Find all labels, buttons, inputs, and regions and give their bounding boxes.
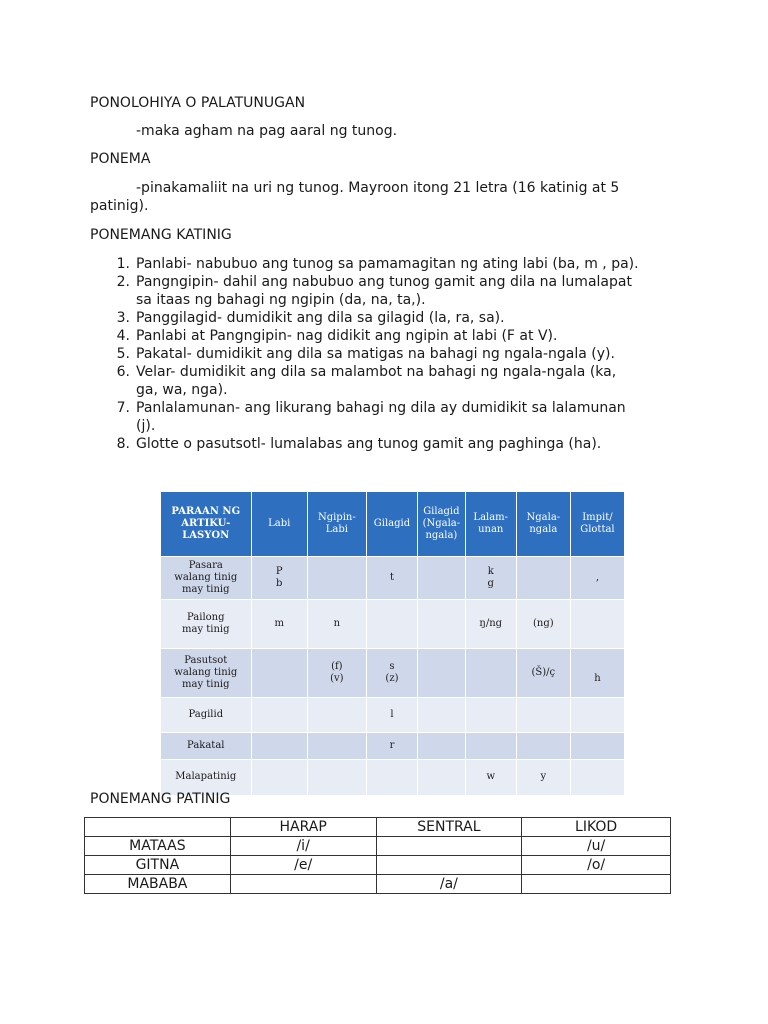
katinig-item-line: Glotte o pasutsotl- lumalabas ang tunog gamit ang paghinga (ha). — [136, 436, 602, 452]
artik-cell — [465, 649, 516, 698]
cell-text-line: k — [487, 566, 494, 577]
katinig-item — [116, 273, 696, 309]
artik-cell — [570, 760, 624, 795]
katinig-item-line: Panlabi- nabubuo ang tunog sa pamamagitan ng ating labi (ba, m , pa). — [136, 256, 639, 272]
cell-text-line: y — [540, 771, 547, 783]
artik-cell — [307, 649, 366, 698]
katinig-item-line: (j). — [136, 418, 156, 434]
patinig-cell: /o/ — [522, 856, 671, 875]
header-text-line: ngala) — [425, 530, 458, 541]
patinig-cell — [230, 875, 376, 894]
header-text-line: Impit/ — [582, 512, 613, 523]
cell-text-line: n — [333, 618, 341, 629]
artik-cell — [418, 557, 466, 600]
cell-text-line: walang tinig — [174, 667, 238, 678]
cell-text-line: (f) — [331, 661, 343, 672]
artik-row-label — [161, 698, 251, 733]
header-text-line: Glottal — [580, 524, 615, 535]
patinig-cell — [522, 875, 671, 894]
artik-row-label — [161, 733, 251, 760]
artik-header-cell — [516, 492, 570, 557]
patinig-cell: /a/ — [376, 875, 522, 894]
artik-header-cell — [307, 492, 366, 557]
artik-cell — [570, 698, 624, 733]
katinig-item-line: Pangngipin- dahil ang nabubuo ang tunog gamit ang dila na lumalapat — [136, 274, 632, 290]
artik-cell — [251, 760, 307, 795]
artik-header-cell — [366, 492, 417, 557]
artik-cell — [366, 557, 417, 600]
patinig-cell: /u/ — [522, 837, 671, 856]
list-number: 6. — [116, 364, 130, 380]
ponema-definition-line2: patinig). — [90, 198, 149, 214]
artikulasyon-header-row — [161, 492, 625, 557]
katinig-item-line: sa itaas ng bahagi ng ngipin (da, na, ta,). — [136, 292, 426, 308]
artik-cell — [418, 600, 466, 649]
artik-row-label — [161, 557, 251, 600]
artik-cell — [307, 698, 366, 733]
katinig-item — [116, 309, 696, 327]
katinig-list — [116, 255, 696, 453]
list-number: 5. — [116, 346, 130, 362]
header-text-line: (Ngala- — [422, 518, 461, 529]
patinig-cell: LIKOD — [522, 818, 671, 837]
cell-text-line: g — [487, 578, 494, 589]
artikulasyon-table — [161, 492, 625, 795]
cell-text-line: r — [389, 740, 395, 751]
artik-cell — [366, 733, 417, 760]
artik-cell — [251, 649, 307, 698]
artik-cell — [366, 698, 417, 733]
katinig-item — [116, 363, 696, 399]
artik-row — [161, 557, 625, 600]
header-text-line: Labi — [325, 524, 348, 535]
cell-text-line: Pailong — [187, 612, 225, 623]
header-text-line: Lalam- — [473, 512, 509, 523]
cell-text-line: Pakatal — [187, 740, 225, 751]
artik-header-cell — [161, 492, 251, 557]
header-text-line: Ngipin- — [317, 512, 356, 523]
header-text-line: Gilagid — [373, 518, 411, 529]
artik-cell — [418, 733, 466, 760]
artik-cell — [465, 557, 516, 600]
cell-text-line: t — [389, 572, 394, 583]
patinig-row — [85, 837, 671, 856]
katinig-item-line: Panggilagid- dumidikit ang dila sa gilagid (la, ra, sa). — [136, 310, 505, 326]
cell-text-line: Pasara — [188, 560, 223, 571]
katinig-item — [116, 255, 696, 273]
patinig-cell: /i/ — [230, 837, 376, 856]
cell-text-line: may tinig — [182, 624, 230, 635]
katinig-item — [116, 399, 696, 435]
cell-text-line: Pasutsot — [184, 655, 228, 666]
list-number: 7. — [116, 400, 130, 416]
artik-header-cell — [465, 492, 516, 557]
katinig-item — [116, 327, 696, 345]
artik-cell — [516, 557, 570, 600]
artik-cell — [516, 733, 570, 760]
patinig-header-row — [85, 818, 671, 837]
cell-text-line: walang tinig — [174, 572, 238, 583]
katinig-item-line: Velar- dumidikit ang dila sa malambot na bahagi ng ngala-ngala (ka, — [136, 364, 617, 380]
header-text-line: Labi — [268, 518, 291, 529]
header-text-line: unan — [478, 524, 504, 535]
patinig-cell: HARAP — [230, 818, 376, 837]
cell-text-line: m — [274, 618, 284, 629]
header-text-line: ngala — [529, 524, 558, 535]
artik-cell — [516, 649, 570, 698]
patinig-cell — [85, 818, 231, 837]
katinig-item — [116, 435, 696, 453]
artik-cell — [418, 760, 466, 795]
artik-cell — [307, 557, 366, 600]
artik-cell — [465, 760, 516, 795]
patinig-cell: SENTRAL — [376, 818, 522, 837]
cell-text-line: (Š)/ç — [531, 667, 556, 678]
list-number: 2. — [116, 274, 130, 290]
artik-cell — [570, 557, 624, 600]
artik-cell — [307, 760, 366, 795]
artik-cell — [570, 733, 624, 760]
artik-cell — [465, 698, 516, 733]
header-text-line: ARTIKU- — [181, 518, 231, 529]
header-text-line: Gilagid — [423, 506, 460, 517]
cell-text-line: may tinig — [182, 679, 230, 690]
cell-text-line: w — [486, 771, 496, 783]
artik-cell — [465, 600, 516, 649]
artik-row — [161, 649, 625, 698]
title-definition: -maka agham na pag aaral ng tunog. — [136, 123, 398, 139]
artik-row — [161, 600, 625, 649]
artik-cell — [570, 649, 624, 698]
katinig-item — [116, 345, 696, 363]
list-number: 3. — [116, 310, 130, 326]
artik-cell — [418, 649, 466, 698]
cell-text-line: s — [389, 661, 395, 672]
patinig-cell — [376, 856, 522, 875]
patinig-row — [85, 856, 671, 875]
artik-cell — [516, 698, 570, 733]
artik-cell — [465, 733, 516, 760]
artik-cell — [251, 698, 307, 733]
artik-cell — [366, 600, 417, 649]
list-number: 1. — [116, 256, 130, 272]
artik-header-cell — [570, 492, 624, 557]
katinig-heading: PONEMANG KATINIG — [90, 227, 232, 243]
patinig-cell — [376, 837, 522, 856]
header-text-line: PARAAN NG — [171, 506, 241, 517]
katinig-item-line: ga, wa, nga). — [136, 382, 228, 398]
doc-title: PONOLOHIYA O PALATUNUGAN — [90, 95, 306, 111]
artik-cell — [307, 733, 366, 760]
artik-cell — [366, 649, 417, 698]
patinig-heading: PONEMANG PATINIG — [90, 791, 231, 807]
artik-header-cell — [418, 492, 466, 557]
artik-row-label — [161, 649, 251, 698]
patinig-cell: GITNA — [85, 856, 231, 875]
patinig-row — [85, 875, 671, 894]
cell-text-line — [571, 661, 624, 673]
header-text-line: LASYON — [182, 530, 230, 541]
cell-text-line: , — [595, 572, 600, 583]
artik-cell — [418, 698, 466, 733]
ponema-definition-line1: -pinakamaliit na uri ng tunog. Mayroon itong 21 letra (16 katinig at 5 — [136, 180, 620, 196]
artik-cell — [251, 557, 307, 600]
patinig-cell: /e/ — [230, 856, 376, 875]
artik-cell — [570, 600, 624, 649]
cell-text-line: Malapatinig — [175, 771, 237, 783]
artik-cell — [251, 733, 307, 760]
patinig-cell: MABABA — [85, 875, 231, 894]
list-number: 4. — [116, 328, 130, 344]
patinig-table — [84, 817, 671, 894]
katinig-item-line: Panlalamunan- ang likurang bahagi ng dila ay dumidikit sa lalamunan — [136, 400, 626, 416]
cell-text-line: (z) — [385, 673, 399, 684]
katinig-item-line: Panlabi at Pangngipin- nag didikit ang ngipin at labi (F at V). — [136, 328, 558, 344]
ponema-heading: PONEMA — [90, 151, 151, 167]
cell-text-line: l — [390, 709, 394, 720]
patinig-cell: MATAAS — [85, 837, 231, 856]
artik-row — [161, 760, 625, 795]
cell-text-line: (v) — [330, 673, 344, 684]
cell-text-line: h — [594, 673, 601, 684]
katinig-item-line: Pakatal- dumidikit ang dila sa matigas na bahagi ng ngala-ngala (y). — [136, 346, 615, 362]
artik-row-label — [161, 600, 251, 649]
artik-cell — [251, 600, 307, 649]
artik-cell — [307, 600, 366, 649]
cell-text-line: may tinig — [182, 584, 230, 595]
artik-row — [161, 698, 625, 733]
cell-text-line: P — [275, 566, 283, 577]
cell-text-line: ŋ/ng — [479, 618, 503, 629]
cell-text-line: b — [276, 578, 283, 589]
cell-text-line: Pagilid — [188, 709, 224, 720]
cell-text-line: (ng) — [533, 618, 554, 629]
header-text-line: Ngala- — [526, 512, 561, 523]
artik-cell — [366, 760, 417, 795]
artik-cell — [516, 760, 570, 795]
artik-row — [161, 733, 625, 760]
artik-header-cell — [251, 492, 307, 557]
artik-cell — [516, 600, 570, 649]
list-number: 8. — [116, 436, 130, 452]
